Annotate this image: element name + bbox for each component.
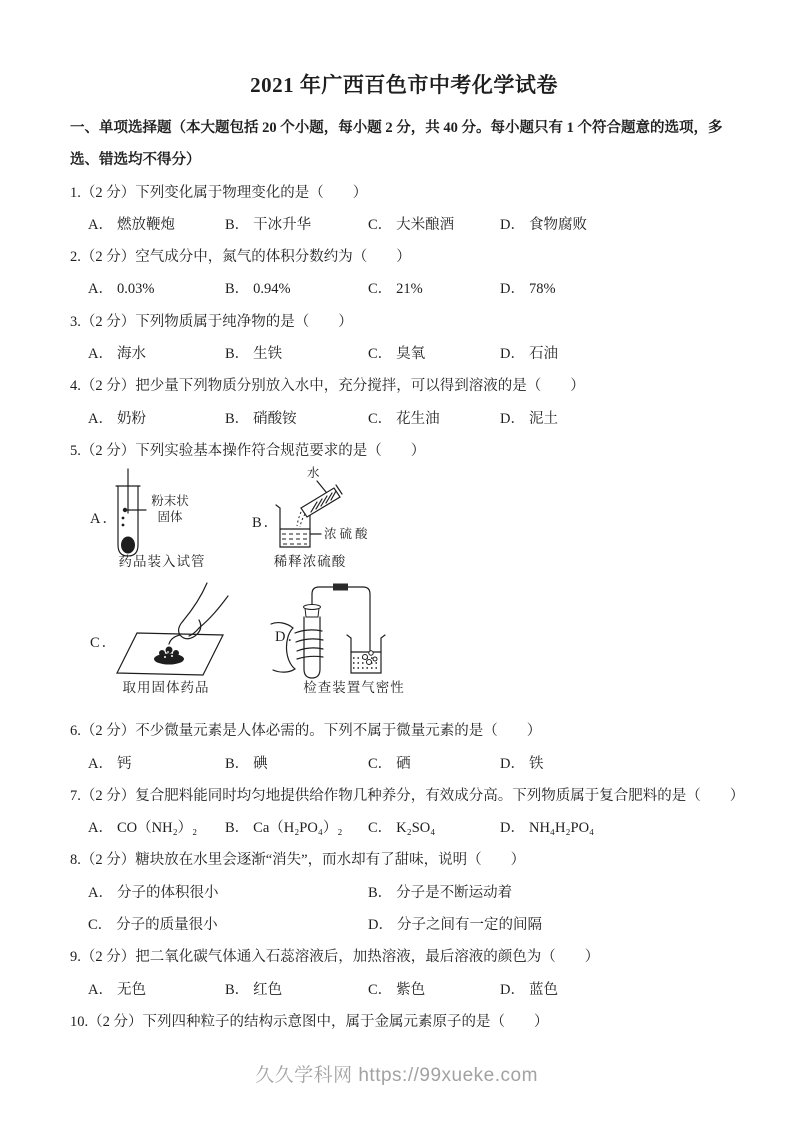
question-7-score: （2 分） [80, 787, 136, 804]
figure-c-letter: C． [90, 635, 119, 652]
figure-a-annotation-powder: 粉末状固体 [151, 494, 189, 525]
question-5-figures [70, 467, 738, 715]
question-7-stem [70, 780, 745, 812]
question-9-text: 把二氧化碳气体通入石蕊溶液后，加热溶液，最后溶液的颜色为（ ） [135, 949, 600, 966]
question-7-options [70, 812, 738, 844]
question-2-option-a: A． 0.03% [88, 281, 155, 298]
question-1-option-b: B． 干冰升华 [225, 216, 312, 233]
question-4 [70, 370, 738, 435]
question-6-score: （2 分） [80, 723, 136, 740]
question-1-number: 1. [70, 184, 81, 201]
question-6-text: 不少微量元素是人体必需的。下列不属于微量元素的是（ ） [135, 723, 542, 740]
figure-c-solid-reagent-drawing [117, 583, 228, 675]
question-6-option-a: A． 钙 [88, 755, 132, 772]
question-10-score: （2 分） [88, 1013, 143, 1030]
question-4-score: （2 分） [80, 378, 136, 395]
section-heading: 一、单项选择题（本大题包括 20 个小题，每小题 2 分，共 40 分。每小题只有 1 个符合题意的选项，多选、错选均不得分） [70, 120, 723, 169]
question-4-number: 4. [70, 378, 81, 395]
question-5 [70, 435, 738, 715]
question-2-number: 2. [70, 249, 81, 266]
question-4-option-b: B． 硝酸铵 [225, 410, 297, 427]
question-1-option-a: A． 燃放鞭炮 [88, 216, 175, 233]
question-1-option-c: C． 大米酿酒 [368, 216, 455, 233]
question-6 [70, 715, 738, 780]
question-7-option-d: D． NH₄H₂PO₄ [500, 820, 595, 837]
figure-b-caption: 稀释浓硫酸 [273, 554, 347, 570]
question-3-stem [70, 306, 738, 338]
question-6-number: 6. [70, 723, 81, 740]
question-6-stem [70, 715, 738, 747]
page-title: 2021 年广西百色市中考化学试卷 [250, 73, 558, 97]
question-2-text: 空气成分中，氮气的体积分数约为（ ） [135, 249, 411, 266]
question-10-stem [70, 1006, 738, 1038]
figure-b-letter: B． [252, 515, 281, 532]
question-9-option-d: D． 蓝色 [500, 981, 558, 998]
figure-b-annotation-acid: 浓硫酸 [324, 527, 371, 542]
question-9-number: 9. [70, 949, 81, 966]
question-2-option-d: D． 78% [500, 281, 556, 298]
question-5-stem [70, 435, 738, 467]
question-8-options-row-2 [70, 909, 738, 941]
question-9-option-c: C． 紫色 [368, 981, 426, 998]
question-8-score: （2 分） [80, 852, 136, 869]
question-2-option-b: B． 0.94% [225, 281, 291, 298]
question-8-option-b: B． 分子是不断运动着 [368, 884, 513, 901]
question-3-options [70, 338, 738, 370]
question-5-text: 下列实验基本操作符合规范要求的是（ ） [135, 442, 426, 459]
question-2-score: （2 分） [80, 249, 136, 266]
question-3-option-a: A． 海水 [88, 346, 146, 363]
question-2-stem [70, 241, 738, 273]
question-3-text: 下列物质属于纯净物的是（ ） [135, 313, 353, 330]
question-8-stem [70, 844, 738, 876]
question-1-text: 下列变化属于物理变化的是（ ） [135, 184, 368, 201]
figure-d-caption: 检查装置气密性 [303, 680, 405, 696]
figure-c-caption: 取用固体药品 [122, 680, 210, 696]
question-7 [70, 780, 745, 845]
question-9-option-b: B． 红色 [225, 981, 283, 998]
figure-b-annotation-water: 水 [307, 466, 320, 481]
question-6-option-d: D． 铁 [500, 755, 544, 772]
question-1-options [70, 209, 738, 241]
question-7-option-b: B． Ca（H₂PO₄）₂ [225, 820, 343, 837]
question-3-number: 3. [70, 313, 81, 330]
question-6-option-c: C． 硒 [368, 755, 411, 772]
question-3-score: （2 分） [80, 313, 136, 330]
question-4-text: 把少量下列物质分别放入水中，充分搅拌，可以得到溶液的是（ ） [135, 378, 585, 395]
question-5-score: （2 分） [80, 442, 136, 459]
question-3-option-c: C． 臭氧 [368, 346, 426, 363]
question-9-options [70, 974, 738, 1006]
question-9-stem [70, 941, 738, 973]
question-4-option-c: C． 花生油 [368, 410, 440, 427]
question-4-option-a: A． 奶粉 [88, 410, 146, 427]
question-6-options [70, 748, 738, 780]
question-1 [70, 177, 738, 242]
question-1-score: （2 分） [80, 184, 136, 201]
question-2-option-c: C． 21% [368, 281, 423, 298]
figure-a-letter: A． [90, 511, 119, 528]
question-2 [70, 241, 738, 306]
question-9-score: （2 分） [80, 949, 136, 966]
question-8-option-d: D． 分子之间有一定的间隔 [368, 917, 542, 934]
question-10-number: 10. [70, 1013, 89, 1030]
question-7-option-c: C． K₂SO₄ [368, 820, 436, 837]
question-9-option-a: A． 无色 [88, 981, 146, 998]
question-1-option-d: D． 食物腐败 [500, 216, 587, 233]
figure-a-caption: 药品装入试管 [118, 554, 206, 570]
question-3-option-b: B． 生铁 [225, 346, 283, 363]
figure-d-letter: D． [275, 629, 304, 646]
question-4-option-d: D． 泥土 [500, 410, 558, 427]
question-8-text: 糖块放在水里会逐渐“消失”，而水却有了甜味，说明（ ） [135, 852, 526, 869]
question-8-number: 8. [70, 852, 81, 869]
question-7-option-a: A． CO（NH₂）₂ [88, 820, 198, 837]
question-8-option-c: C． 分子的质量很小 [88, 917, 218, 934]
question-10 [70, 1006, 738, 1038]
question-9 [70, 941, 738, 1006]
question-3 [70, 306, 738, 371]
watermark-footer [0, 1060, 793, 1087]
question-7-text: 复合肥料能同时均匀地提供给作物几种养分，有效成分高。下列物质属于复合肥料的是（ ） [135, 787, 745, 804]
question-6-option-b: B． 碘 [225, 755, 268, 772]
question-8-option-a: A． 分子的体积很小 [88, 884, 219, 901]
question-8 [70, 844, 738, 941]
question-4-options [70, 403, 738, 435]
watermark-text: 久久学科网 https://99xueke.com [255, 1065, 538, 1086]
question-3-option-d: D． 石油 [500, 346, 558, 363]
question-5-number: 5. [70, 442, 81, 459]
question-7-number: 7. [70, 787, 81, 804]
question-10-text: 下列四种粒子的结构示意图中，属于金属元素原子的是（ ） [142, 1013, 549, 1030]
question-2-options [70, 273, 738, 305]
question-4-stem [70, 370, 738, 402]
figure-a-test-tube-drawing [116, 469, 146, 556]
question-8-options-row-1 [70, 877, 738, 909]
question-1-stem [70, 177, 738, 209]
